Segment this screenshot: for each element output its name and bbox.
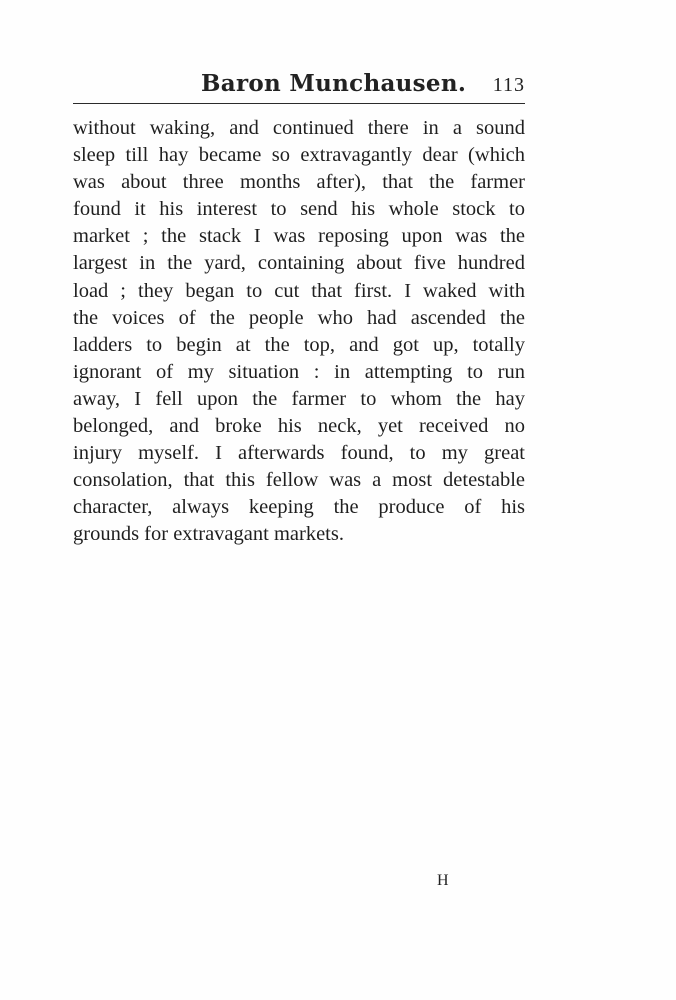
text-line: the voices of the people who had ascended the [73,306,525,329]
header-rule [73,103,525,104]
text-line: without waking, and continued there in a sound [73,117,525,139]
text-line: sleep till hay became so extravagantly dear (which [73,144,525,167]
text-line: ignorant of my situation : in attempting to run [73,360,525,383]
text-line: consolation, that this fellow was a most detestable [73,469,525,492]
running-title: Baron Munchausen. [201,70,467,97]
text-line: market ; the stack I was reposing upon was the [73,225,525,248]
text-line: largest in the yard, containing about five hundred [73,252,525,275]
text-line: load ; they began to cut that first. I waked with [73,279,525,302]
signature-mark: H [437,872,450,889]
text-line: away, I fell upon the farmer to whom the hay [73,387,525,410]
text-line: injury myself. I afterwards found, to my great [73,442,525,465]
text-line: ladders to begin at the top, and got up, totally [73,333,525,356]
page-number: 113 [492,74,525,96]
text-line: was about three months after), that the farmer [73,171,525,194]
text-line: grounds for extravagant markets. [73,523,344,546]
text-line: character, always keeping the produce of his [73,496,525,519]
text-line: found it his interest to send his whole stock to [73,198,525,221]
text-line: belonged, and broke his neck, yet received no [73,415,525,438]
body-paragraph [73,115,525,549]
page-header [73,68,525,102]
